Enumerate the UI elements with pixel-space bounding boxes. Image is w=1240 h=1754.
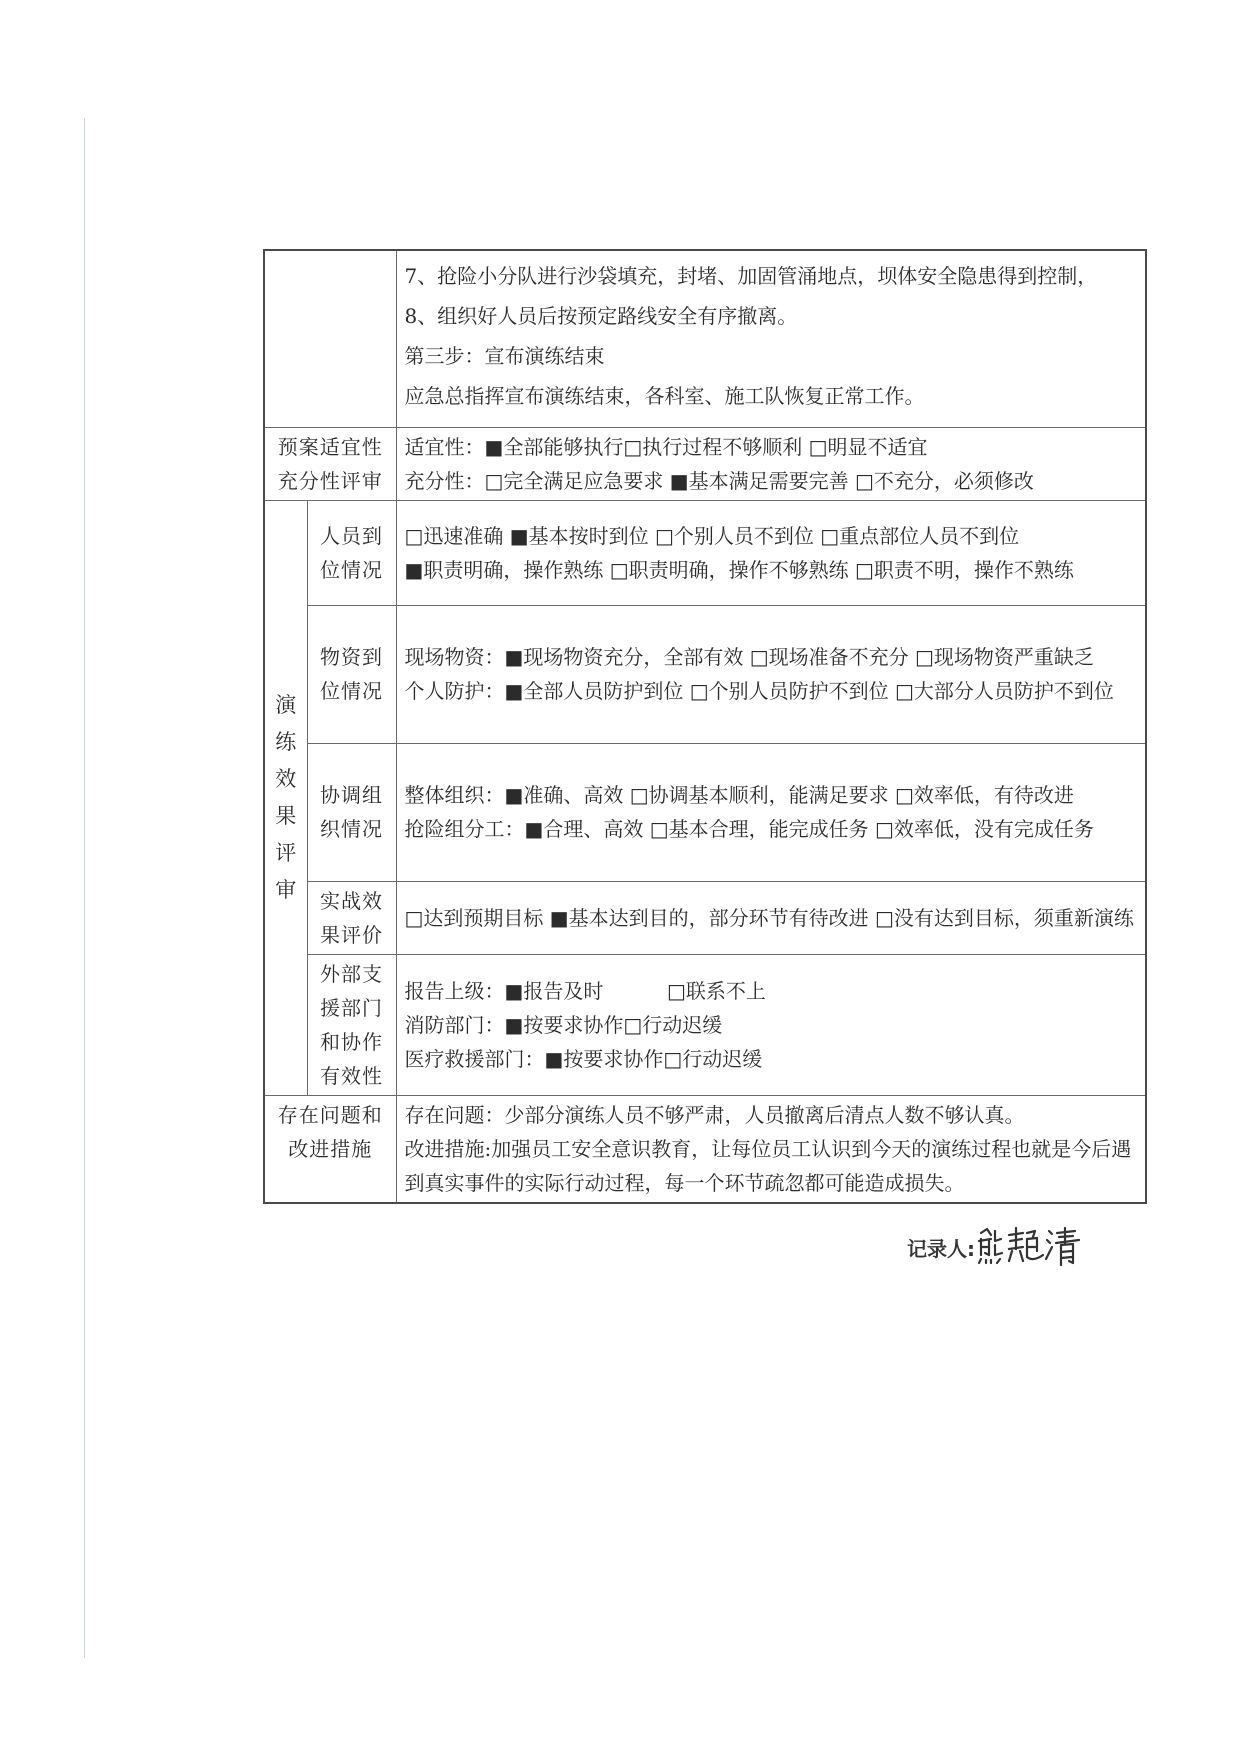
page-margin-line (84, 118, 85, 1658)
rescue-division-options: 抢险组分工：■合理、高效 □基本合理，能完成任务 □效率低，没有完成任务 (404, 817, 1094, 841)
adequacy-options: 充分性：□完全满足应急要求 ■基本满足需要完善 □不充分，必须修改 (404, 468, 1034, 493)
recorder-label: 记录人: (907, 1236, 975, 1261)
drill-step-3-title: 第三步：宣布演练结束 (404, 343, 605, 368)
external-support-content (396, 954, 1146, 1095)
actual-effect-label-line1: 实战效 (320, 888, 383, 913)
effect-review-label-text: 演练效果评审 (275, 692, 297, 902)
external-support-label-line3: 和协作 (320, 1029, 383, 1054)
personnel-duty-options: ■职责明确，操作熟练 □职责明确，操作不够熟练 □职责不明，操作不熟练 (404, 557, 1074, 582)
materials-label-line2: 位情况 (320, 679, 383, 703)
improvement-measures-text: 改进措施:加强员工安全意识教育，让每位员工认识到今天的演练过程也就是今后遇到真实事件的实际行动过程，每一个环节疏忽都可能造成损失。 (404, 1136, 1132, 1195)
coordination-label-line1: 协调组 (320, 783, 383, 807)
personnel-label (307, 500, 396, 605)
actual-effect-label-line2: 果评价 (320, 922, 383, 947)
effect-review-label (264, 500, 307, 1095)
onsite-materials-options: 现场物资：■现场物资充分，全部有效 □现场准备不充分 □现场物资严重缺乏 (404, 645, 1094, 669)
personal-protection-options: 个人防护：■全部人员防护到位 □个别人员防护不到位 □大部分人员防护不到位 (404, 679, 1114, 703)
external-support-label-line1: 外部支 (320, 961, 383, 986)
suitability-options: 适宜性：■全部能够执行□执行过程不够顺利 □明显不适宜 (404, 434, 928, 459)
coordination-label-line2: 织情况 (320, 817, 383, 841)
overall-organization-options: 整体组织：■准确、高效 □协调基本顺利，能满足要求 □效率低，有待改进 (404, 783, 1074, 807)
drill-step-8: 8、组织好人员后按预定路线安全有序撤离。 (404, 303, 798, 328)
actual-effect-row (264, 881, 1146, 954)
problems-label-line2: 改进措施 (288, 1136, 373, 1161)
drill-record-table (263, 249, 1147, 1204)
recorder-signature-block (907, 1224, 1087, 1270)
drill-steps-label-cell (264, 250, 396, 427)
external-support-label-line2: 援部门 (320, 995, 383, 1020)
coordination-label (307, 743, 396, 881)
personnel-row (264, 500, 1146, 605)
drill-step-7: 7、抢险小分队进行沙袋填充，封堵、加固管涌地点，坝体安全隐患得到控制， (404, 263, 1098, 288)
materials-content (396, 605, 1146, 743)
actual-effect-options: □达到预期目标 ■基本达到目的，部分环节有待改进 □没有达到目标，须重新演练 (404, 905, 1134, 930)
materials-label-line1: 物资到 (320, 645, 383, 669)
drill-step-3-text: 应急总指挥宣布演练结束，各科室、施工队恢复正常工作。 (404, 383, 925, 408)
personnel-arrival-options: □迅速准确 ■基本按时到位 □个别人员不到位 □重点部位人员不到位 (404, 523, 1020, 548)
coordination-row (264, 743, 1146, 881)
handwritten-signature (975, 1225, 1087, 1269)
drill-steps-row (264, 250, 1146, 427)
plan-review-row (264, 427, 1146, 500)
materials-label (307, 605, 396, 743)
personnel-content (396, 500, 1146, 605)
existing-problems-text: 存在问题：少部分演练人员不够严肃，人员撤离后清点人数不够认真。 (404, 1102, 1025, 1127)
problems-row (264, 1095, 1146, 1203)
actual-effect-content (396, 881, 1146, 954)
external-support-label-line4: 有效性 (320, 1063, 383, 1088)
plan-review-label-line1: 预案适宜性 (277, 434, 383, 459)
report-superior-options: 报告上级：■报告及时 □联系不上 (404, 978, 766, 1003)
actual-effect-label (307, 881, 396, 954)
personnel-label-line2: 位情况 (320, 557, 383, 582)
plan-review-label (264, 427, 396, 500)
plan-review-label-line2: 充分性评审 (277, 468, 383, 493)
problems-content (396, 1095, 1146, 1203)
problems-label (264, 1095, 396, 1203)
fire-department-options: 消防部门：■按要求协作□行动迟缓 (404, 1012, 723, 1037)
external-support-label (307, 954, 396, 1095)
problems-label-line1: 存在问题和 (277, 1102, 383, 1127)
medical-rescue-options: 医疗救援部门：■按要求协作□行动迟缓 (404, 1046, 763, 1071)
drill-steps-cell (396, 250, 1146, 427)
coordination-content (396, 743, 1146, 881)
external-support-row (264, 954, 1146, 1095)
personnel-label-line1: 人员到 (320, 523, 383, 548)
plan-review-content (396, 427, 1146, 500)
materials-row (264, 605, 1146, 743)
